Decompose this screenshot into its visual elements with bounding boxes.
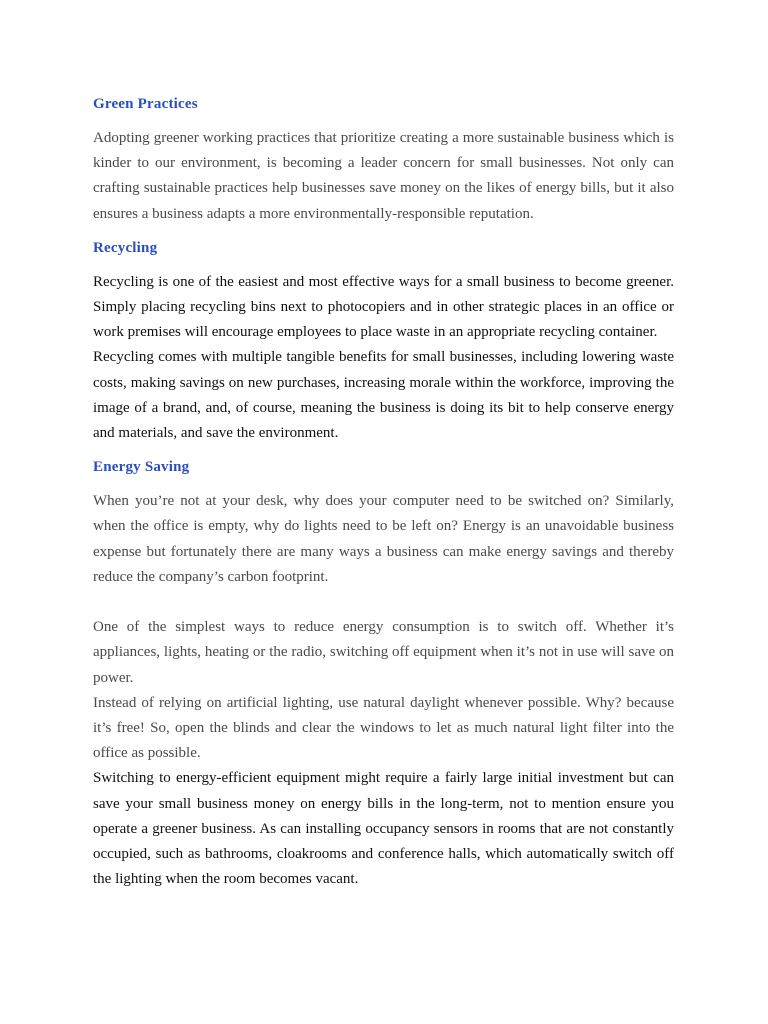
heading-energy-saving: Energy Saving — [93, 459, 190, 476]
paragraph-green-practices: Adopting greener working practices that prioritize creating a more sustainable business which is kinder to our environment, is becoming a leader concern for small businesses. Not only can crafting sustainable practices help businesses save money on the likes of energy bills, but it also ensures a business adapts a more environmentally-responsible reputation. — [93, 130, 674, 222]
paragraph-energy-saving-2: One of the simplest ways to reduce energy consumption is to switch off. Whether it’s appliances, lights, heating or the radio, switching off equipment when it’s not in use will save on power. — [93, 619, 674, 686]
paragraph-spacer — [93, 590, 674, 615]
paragraph-energy-saving-3: Instead of relying on artificial lighting, use natural daylight whenever possible. Why? because it’s free! So, open the blinds and clear the windows to let as much natural light filter into the office as possible. — [93, 694, 674, 762]
paragraph-recycling-1: Recycling is one of the easiest and most effective ways for a small business to become greener. Simply placing recycling bins next to photocopiers and in other strategic places in an office or work premises will encourage employees to place waste in an appropriate recycling container. — [93, 273, 674, 341]
heading-recycling: Recycling — [93, 239, 158, 256]
document-page — [93, 92, 674, 892]
heading-green-practices: Green Practices — [93, 96, 198, 112]
paragraph-recycling-2: Recycling comes with multiple tangible benefits for small businesses, including lowering waste costs, making savings on new purchases, increasing morale within the workforce, improving the image of a brand, and, of course, meaning the business is doing its bit to help conserve energy and materials, and save the environment. — [93, 349, 674, 442]
paragraph-energy-saving-1: When you’re not at your desk, why does your computer need to be switched on? Similarly, when the office is empty, why do lights need to be left on? Energy is an unavoidable business expense but fortunately there are many ways a business can make energy savings and thereby reduce the company’s carbon footprint. — [93, 493, 674, 585]
paragraph-energy-saving-4: Switching to energy-efficient equipment might require a fairly large initial investment but can save your small business money on energy bills in the long-term, not to mention ensure you operate a greener business. As can installing occupancy sensors in rooms that are not constantly occupied, such as bathrooms, cloakrooms and conference halls, which automatically switch off the lighting when the room becomes vacant. — [93, 770, 674, 888]
